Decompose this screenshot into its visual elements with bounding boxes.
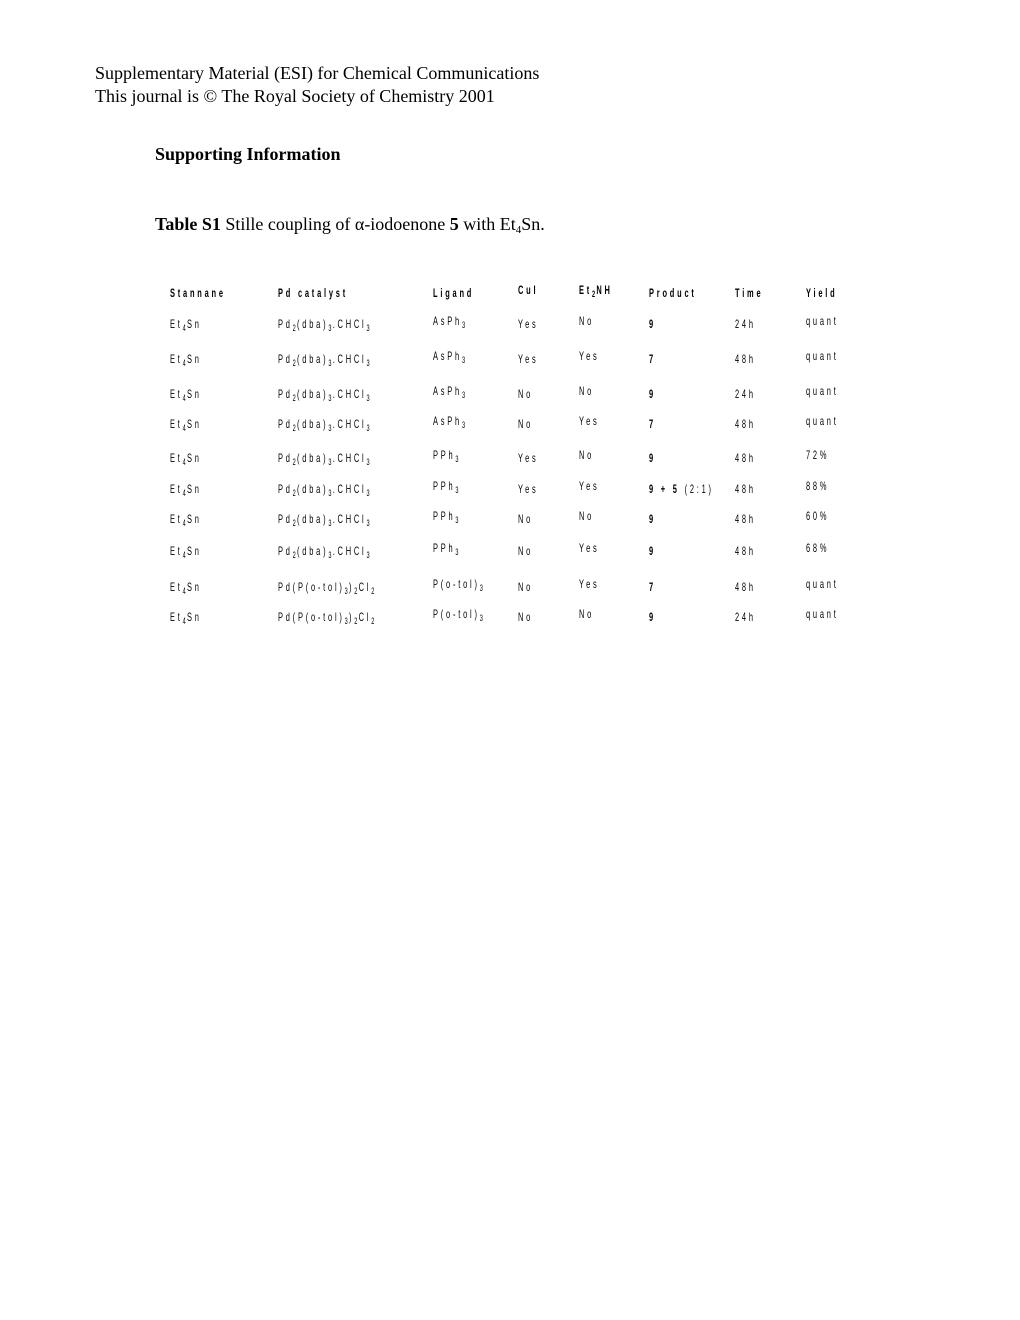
cell-yield: quant <box>806 314 839 328</box>
cell-pd-catalyst: $Pd_2(dba)_3.CHCl_3$ <box>278 544 371 560</box>
cell-pd-catalyst: $Pd_2(dba)_3.CHCl_3$ <box>278 451 371 467</box>
cell-et2nh: No <box>579 314 595 328</box>
cell-ligand: $P(o-tol)_3$ <box>433 577 485 593</box>
cell-stannane: $Et_4Sn$ <box>170 544 202 560</box>
cell-ligand: AsPh$_3$ <box>433 384 467 400</box>
cell-cui: No <box>518 387 534 401</box>
caption-text: Stille coupling of <box>220 214 355 234</box>
section-title: Supporting Information <box>155 144 341 164</box>
cell-time: 48h <box>735 482 756 496</box>
cell-yield: quant <box>806 414 839 428</box>
cell-cui: No <box>518 512 534 526</box>
header-ligand: Ligand <box>433 286 475 300</box>
cell-cui: Yes <box>518 317 539 331</box>
cell-et2nh: Yes <box>579 479 600 493</box>
cell-et2nh: Yes <box>579 349 600 363</box>
caption-text: -iodoenone <box>364 214 450 234</box>
cell-time: 48h <box>735 352 756 366</box>
cell-yield: 60% <box>806 509 830 523</box>
cell-product: 7 <box>649 352 656 366</box>
cell-pd-catalyst: $Pd_2(dba)_3.CHCl_3$ <box>278 482 371 498</box>
cell-product: 9 <box>649 544 656 558</box>
header-line-2: This journal is © The Royal Society of Chemistry 2001 <box>95 86 495 106</box>
cell-ligand: PPh$_3$ <box>433 541 460 557</box>
header-line-1: Supplementary Material (ESI) for Chemical Communications <box>95 63 540 83</box>
table-row <box>170 448 870 471</box>
cell-ligand: AsPh$_3$ <box>433 314 467 330</box>
cell-time: 24h <box>735 387 756 401</box>
table-row <box>170 577 870 600</box>
cell-ligand: PPh$_3$ <box>433 479 460 495</box>
cell-cui: No <box>518 580 534 594</box>
table-row <box>170 541 870 564</box>
cell-cui: Yes <box>518 352 539 366</box>
cell-yield: 88% <box>806 479 830 493</box>
cell-stannane: $Et_4Sn$ <box>170 387 202 403</box>
cell-ligand: AsPh$_3$ <box>433 414 467 430</box>
cell-et2nh: No <box>579 448 595 462</box>
cell-product: 9 <box>649 451 656 465</box>
cell-yield: quant <box>806 607 839 621</box>
cell-yield: quant <box>806 349 839 363</box>
cell-time: 24h <box>735 317 756 331</box>
cell-time: 48h <box>735 580 756 594</box>
table-row <box>170 479 870 502</box>
table-row <box>170 509 870 532</box>
header-cui: CuI <box>518 283 539 297</box>
cell-product: 9 + 5 (2:1) <box>649 482 714 496</box>
cell-stannane: $Et_4Sn$ <box>170 512 202 528</box>
cell-yield: quant <box>806 577 839 591</box>
cell-et2nh: Yes <box>579 541 600 555</box>
caption-text: Sn. <box>521 214 545 234</box>
cell-et2nh: Yes <box>579 577 600 591</box>
cell-stannane: $Et_4Sn$ <box>170 317 202 333</box>
caption-label: Table S1 <box>155 214 221 234</box>
cell-pd-catalyst: $Pd(P(o-tol)_3)_2Cl_2$ <box>278 580 376 596</box>
cell-et2nh: No <box>579 384 595 398</box>
cell-stannane: $Et_4Sn$ <box>170 580 202 596</box>
cell-et2nh: No <box>579 509 595 523</box>
cell-product: 9 <box>649 610 656 624</box>
cell-stannane: $Et_4Sn$ <box>170 482 202 498</box>
compound-number: 5 <box>449 214 459 234</box>
cell-ligand: PPh$_3$ <box>433 448 460 464</box>
table-row <box>170 314 870 337</box>
header-time: Time <box>735 286 764 300</box>
cell-cui: Yes <box>518 451 539 465</box>
table-row <box>170 384 870 407</box>
cell-pd-catalyst: $Pd_2(dba)_3.CHCl_3$ <box>278 387 371 403</box>
cell-time: 24h <box>735 610 756 624</box>
cell-pd-catalyst: $Pd_2(dba)_3.CHCl_3$ <box>278 352 371 368</box>
cell-product: 7 <box>649 417 656 431</box>
cell-time: 48h <box>735 451 756 465</box>
header-pd-catalyst: Pd catalyst <box>278 286 348 300</box>
cell-et2nh: Yes <box>579 414 600 428</box>
cell-pd-catalyst: $Pd_2(dba)_3.CHCl_3$ <box>278 317 371 333</box>
header-stannane: Stannane <box>170 286 226 300</box>
cell-yield: 72% <box>806 448 830 462</box>
cell-time: 48h <box>735 512 756 526</box>
header-product: Product <box>649 286 697 300</box>
caption-text: with Et <box>458 214 516 234</box>
cell-stannane: $Et_4Sn$ <box>170 417 202 433</box>
table-row <box>170 349 870 372</box>
cell-pd-catalyst: $Pd(P(o-tol)_3)_2Cl_2$ <box>278 610 376 626</box>
header-et2nh: $Et_2NH$ <box>579 283 613 299</box>
table-row <box>170 607 870 630</box>
cell-stannane: $Et_4Sn$ <box>170 352 202 368</box>
cell-time: 48h <box>735 544 756 558</box>
alpha-symbol: α <box>354 214 365 234</box>
cell-yield: 68% <box>806 541 830 555</box>
table-row <box>170 414 870 437</box>
cell-ligand: $P(o-tol)_3$ <box>433 607 485 623</box>
caption-subscript: 4 <box>515 224 522 236</box>
cell-ligand: AsPh$_3$ <box>433 349 467 365</box>
cell-pd-catalyst: $Pd_2(dba)_3.CHCl_3$ <box>278 417 371 433</box>
cell-time: 48h <box>735 417 756 431</box>
table-header-row <box>170 283 870 306</box>
cell-product: 9 <box>649 387 656 401</box>
cell-product: 9 <box>649 317 656 331</box>
cell-stannane: $Et_4Sn$ <box>170 610 202 626</box>
cell-et2nh: No <box>579 607 595 621</box>
cell-cui: No <box>518 610 534 624</box>
cell-cui: No <box>518 544 534 558</box>
cell-product: 9 <box>649 512 656 526</box>
cell-product: 7 <box>649 580 656 594</box>
cell-pd-catalyst: $Pd_2(dba)_3.CHCl_3$ <box>278 512 371 528</box>
cell-yield: quant <box>806 384 839 398</box>
cell-stannane: $Et_4Sn$ <box>170 451 202 467</box>
cell-cui: Yes <box>518 482 539 496</box>
cell-ligand: PPh$_3$ <box>433 509 460 525</box>
table-caption <box>155 214 545 235</box>
header-yield: Yield <box>806 286 838 300</box>
cell-cui: No <box>518 417 534 431</box>
